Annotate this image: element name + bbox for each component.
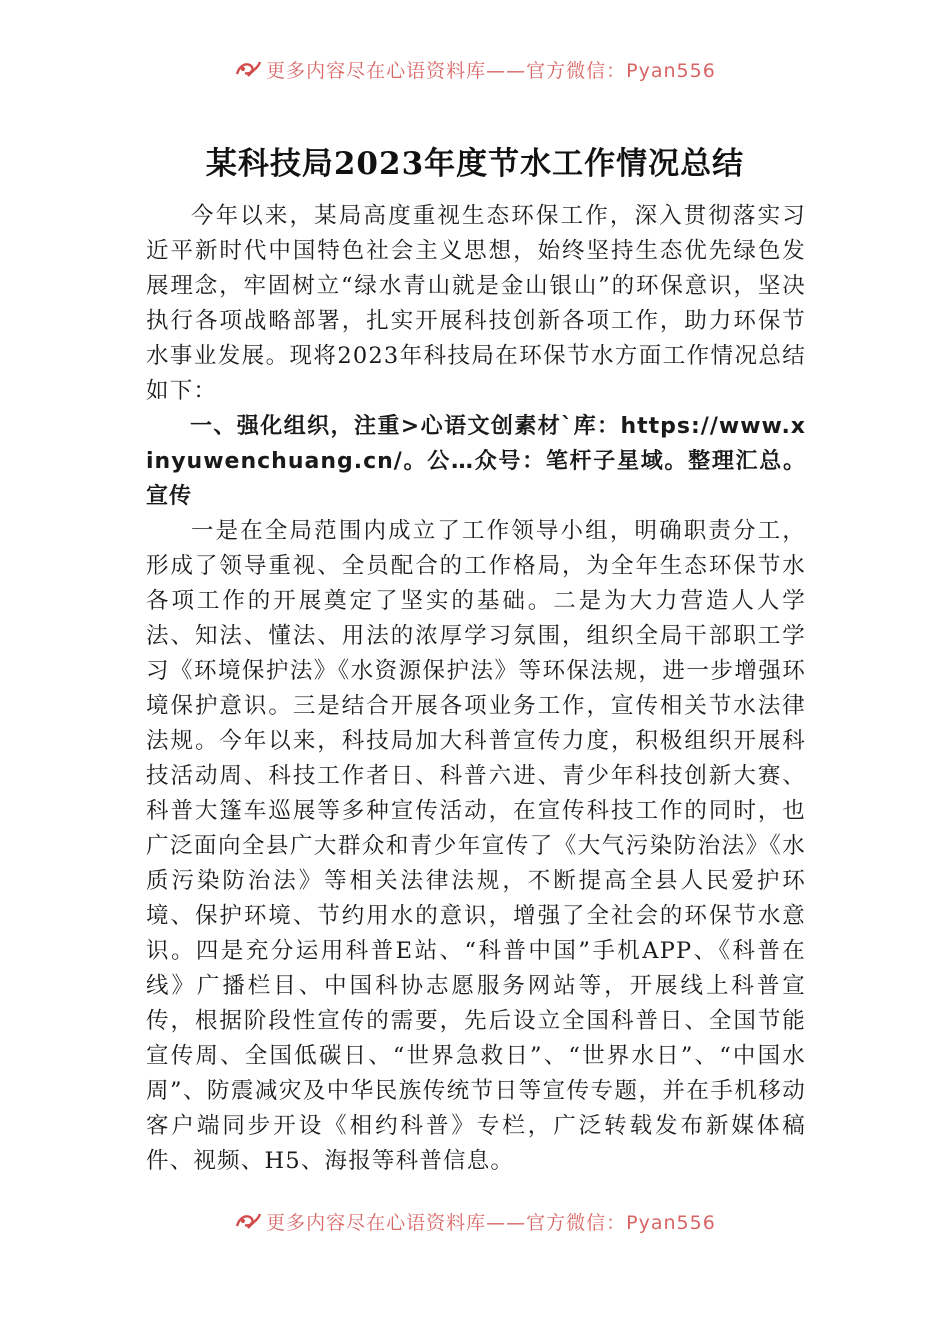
document-body: [146, 199, 806, 1179]
section-heading: 一、强化组织，注重>心语文创素材`库：https://www.xinyuwenchuang.cn/。公…众号：笔杆子星域。整理汇总。宣传: [146, 414, 806, 509]
watermark-text: 更多内容尽在心语资料库——官方微信：Pyan556: [266, 1211, 716, 1234]
brand-logo-icon: [234, 1210, 262, 1232]
watermark-text: 更多内容尽在心语资料库——官方微信：Pyan556: [266, 59, 716, 82]
intro-paragraph: 今年以来，某局高度重视生态环保工作，深入贯彻落实习近平新时代中国特色社会主义思想，始终坚持生态优先绿色发展理念，牢固树立“绿水青山就是金山银山”的环保意识，坚决执行各项战略部署，扎实开展科技创新各项工作，助力环保节水事业发展。现将2023年科技局在环保节水方面工作情况总结如下：: [146, 203, 806, 404]
header-watermark: [0, 54, 950, 84]
section-paragraph: 一是在全局范围内成立了工作领导小组，明确职责分工，形成了领导重视、全员配合的工作格局，为全年生态环保节水各项工作的开展奠定了坚实的基础。二是为大力营造人人学法、知法、懂法、用法的浓厚学习氛围，组织全局干部职工学习《环境保护法》《水资源保护法》等环保法规，进一步增强环境保护意识。三是结合开展各项业务工作，宣传相关节水法律法规。今年以来，科技局加大科普宣传力度，积极组织开展科技活动周、科技工作者日、科普六进、青少年科技创新大赛、科普大篷车巡展等多种宣传活动，在宣传科技工作的同时，也广泛面向全县广大群众和青少年宣传了《大气污染防治法》《水质污染防治法》等相关法律法规，不断提高全县人民爱护环境、保护环境、节约用水的意识，增强了全社会的环保节水意识。四是充分运用科普E站、“科普中国”手机APP、《科普在线》广播栏目、中国科协志愿服务网站等，开展线上科普宣传，根据阶段性宣传的需要，先后设立全国科普日、全国节能宣传周、全国低碳日、“世界急救日”、“世界水日”、“中国水周”、防震减灾及中华民族传统节日等宣传专题，并在手机移动客户端同步开设《相约科普》专栏，广泛转载发布新媒体稿件、视频、H5、海报等科普信息。: [146, 518, 806, 1174]
document-title: 某科技局2023年度节水工作情况总结: [205, 146, 745, 182]
brand-logo-icon: [234, 58, 262, 80]
footer-watermark: [0, 1206, 950, 1236]
